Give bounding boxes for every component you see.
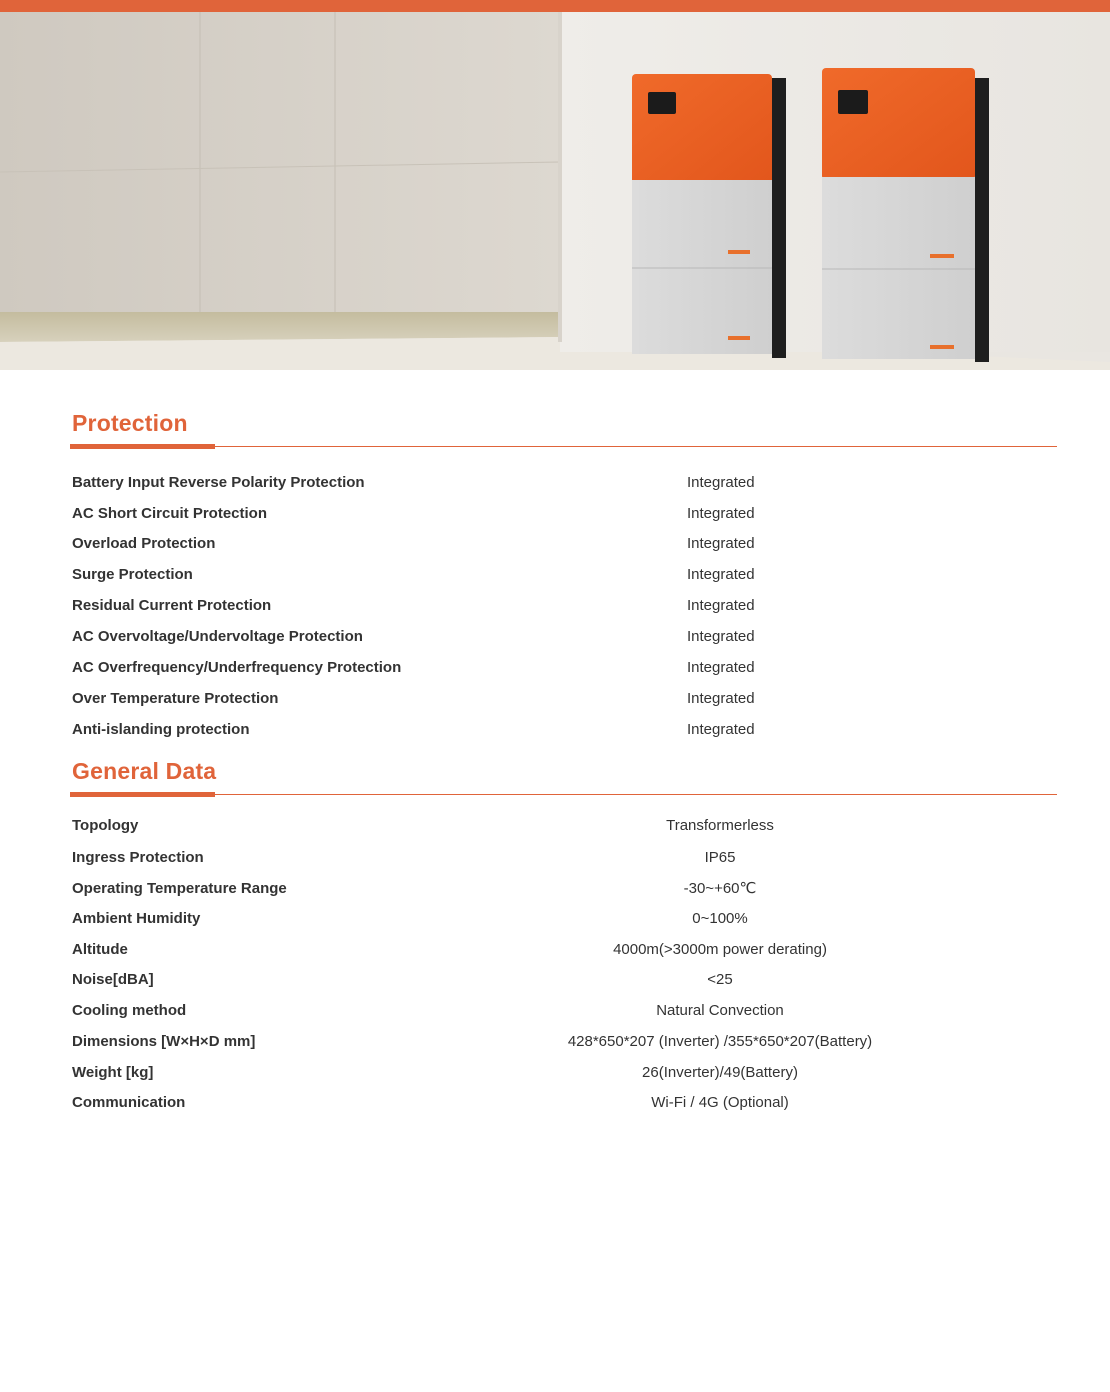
spec-row (0, 658, 1110, 688)
spec-value: -30~+60℃ (683, 880, 757, 897)
spec-label: Anti-islanding protection (72, 721, 250, 738)
spec-value: 26(Inverter)/49(Battery) (642, 1064, 798, 1081)
spec-row (0, 1093, 1110, 1123)
spec-label: Dimensions [W×H×D mm] (72, 1033, 256, 1050)
spec-label: Communication (72, 1094, 186, 1111)
spec-row (0, 720, 1110, 750)
spec-label: Overload Protection (72, 535, 216, 552)
spec-value: <25 (707, 971, 733, 988)
spec-row (0, 504, 1110, 534)
spec-label: Weight [kg] (72, 1064, 154, 1081)
spec-value: Integrated (687, 659, 755, 676)
spec-label: Cooling method (72, 1002, 187, 1019)
general-data-divider (70, 794, 1057, 795)
spec-value: Integrated (687, 505, 755, 522)
spec-row (0, 596, 1110, 626)
spec-label: AC Short Circuit Protection (72, 505, 268, 522)
spec-row (0, 1032, 1110, 1062)
spec-row (0, 940, 1110, 970)
spec-label: Over Temperature Protection (72, 690, 279, 707)
spec-label: Noise[dBA] (72, 971, 154, 988)
spec-value: 428*650*207 (Inverter) /355*650*207(Battery) (567, 1033, 873, 1050)
spec-label: Residual Current Protection (72, 597, 272, 614)
spec-row (0, 473, 1110, 503)
protection-section-title: Protection (72, 410, 188, 436)
spec-label: AC Overvoltage/Undervoltage Protection (72, 628, 363, 645)
spec-row (0, 689, 1110, 719)
protection-divider-accent (70, 444, 215, 449)
spec-row (0, 565, 1110, 595)
top-accent-bar (0, 0, 1110, 12)
spec-row (0, 909, 1110, 939)
spec-value: 4000m(>3000m power derating) (613, 941, 827, 958)
product-hero-image (0, 12, 1110, 370)
spec-value: Wi-Fi / 4G (Optional) (651, 1094, 789, 1111)
spec-row (0, 848, 1110, 878)
spec-label: Battery Input Reverse Polarity Protection (72, 474, 365, 491)
spec-row (0, 627, 1110, 657)
spec-value: Integrated (687, 566, 755, 583)
spec-value: Integrated (687, 690, 755, 707)
spec-label: Operating Temperature Range (72, 880, 287, 897)
spec-value: Integrated (687, 474, 755, 491)
spec-label: AC Overfrequency/Underfrequency Protection (72, 659, 402, 676)
spec-row (0, 816, 1110, 846)
spec-label: Altitude (72, 941, 128, 958)
spec-row (0, 879, 1110, 909)
spec-value: Integrated (687, 535, 755, 552)
general-data-section-title: General Data (72, 758, 217, 784)
spec-label: Surge Protection (72, 566, 193, 583)
protection-divider (70, 446, 1057, 447)
spec-value: Integrated (687, 597, 755, 614)
spec-label: Ingress Protection (72, 849, 204, 866)
general-data-divider-accent (70, 792, 215, 797)
spec-value: 0~100% (692, 910, 748, 927)
spec-row (0, 534, 1110, 564)
spec-row (0, 1001, 1110, 1031)
spec-row (0, 970, 1110, 1000)
spec-row (0, 1063, 1110, 1093)
spec-label: Topology (72, 817, 139, 834)
spec-value: IP65 (704, 849, 736, 866)
spec-label: Ambient Humidity (72, 910, 201, 927)
spec-value: Transformerless (666, 817, 774, 834)
spec-value: Integrated (687, 628, 755, 645)
spec-value: Integrated (687, 721, 755, 738)
spec-value: Natural Convection (656, 1002, 784, 1019)
